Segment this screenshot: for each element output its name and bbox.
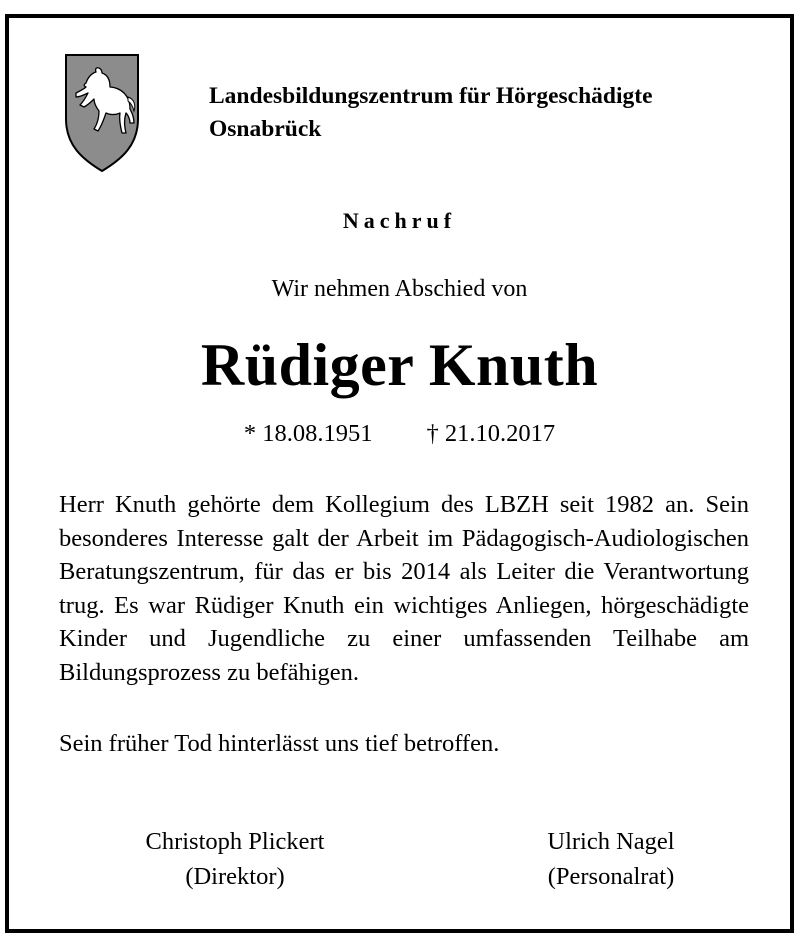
obituary-intro: Wir nehmen Abschied von <box>271 276 528 302</box>
life-dates <box>9 420 790 448</box>
organization-line-1: Landesbildungszentrum für Hörgeschädigte <box>209 83 653 109</box>
deceased-name: Rüdiger Knuth <box>200 332 599 398</box>
death-date: † 21.10.2017 <box>426 420 556 447</box>
obituary-heading: Nachruf <box>342 208 457 233</box>
organization-line-2: Osnabrück <box>209 116 322 142</box>
signature-director <box>75 824 395 894</box>
organization-name <box>209 80 653 146</box>
lower-saxony-horse-crest-icon <box>64 53 140 173</box>
signature-name: Christoph Plickert <box>145 828 325 855</box>
signature-role: (Direktor) <box>185 863 285 890</box>
birth-date: * 18.08.1951 <box>243 420 373 447</box>
obituary-notice-frame <box>5 14 794 933</box>
signature-staff-council <box>451 824 771 894</box>
obituary-body: Herr Knuth gehörte dem Kollegium des LBZH seit 1982 an. Sein besonderes Interesse galt der Arbeit im Pädagogisch-Audiologischen Beratungszentrum, für das er bis 2014 als Leiter die Verantwortung trug. Es war Rüdiger Knuth ein wichtiges Anliegen, hörgeschädigte Kinder und Jugendliche zu einer umfassenden Teilhabe am Bildungsprozess zu befähigen. <box>59 491 749 686</box>
signature-role: (Personalrat) <box>547 863 675 890</box>
signature-name: Ulrich Nagel <box>547 828 675 855</box>
obituary-closing: Sein früher Tod hinterlässt uns tief betroffen. <box>59 730 500 757</box>
